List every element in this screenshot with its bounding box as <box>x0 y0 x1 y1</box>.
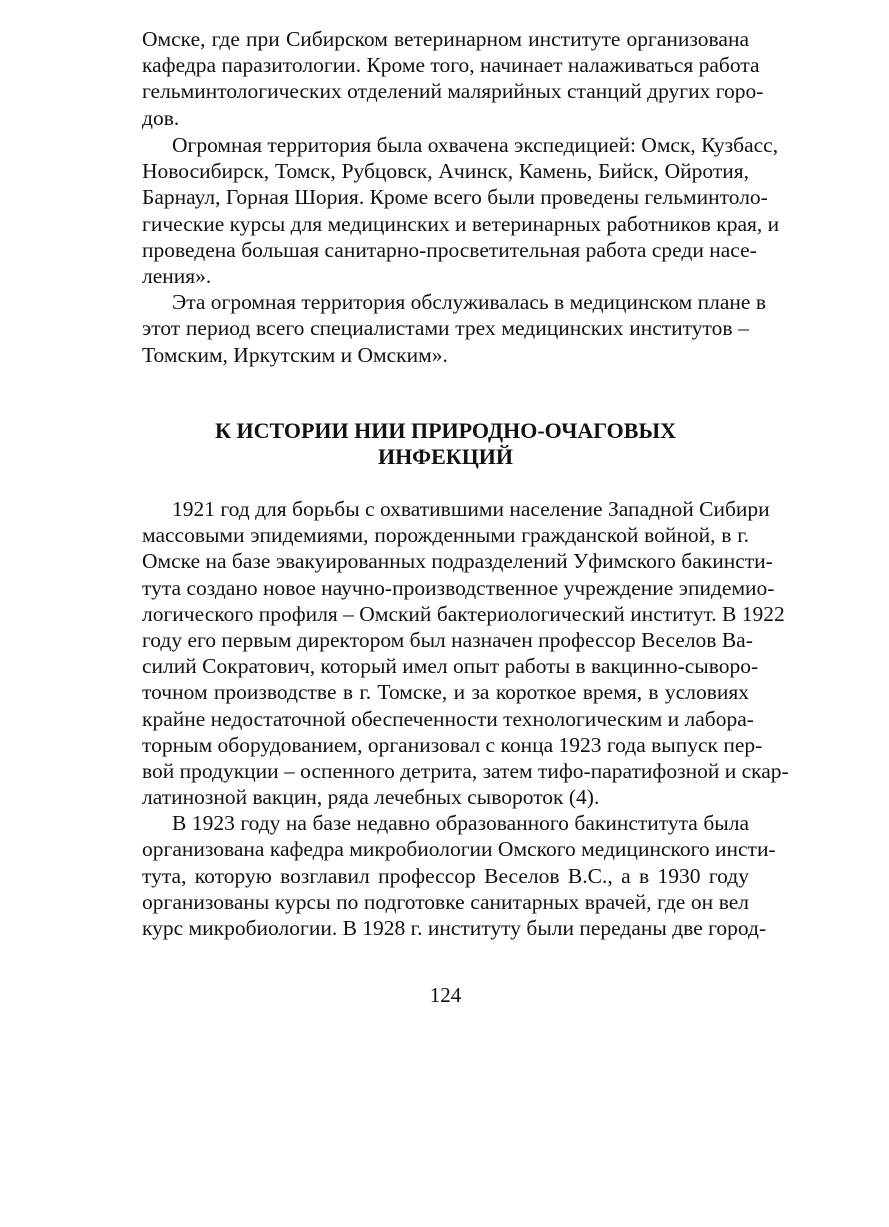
text-line: ления». <box>142 263 212 288</box>
paragraph-continuation <box>142 26 764 131</box>
text-line: этот период всего специалистами трех медицинских институтов – <box>142 316 749 341</box>
section-heading-line: ИНФЕКЦИЙ <box>377 444 514 469</box>
text-line: проведена большая санитарно-просветительная работа среди насе- <box>142 237 757 262</box>
paragraph-history <box>142 496 789 941</box>
page-number: 124 <box>429 983 462 1007</box>
section-heading-line: К ИСТОРИИ НИИ ПРИРОДНО-ОЧАГОВЫХ <box>215 418 676 443</box>
section-heading <box>142 418 749 470</box>
text-line: Новосибирск, Томск, Рубцовск, Ачинск, Камень, Бийск, Ойротия, <box>142 159 749 184</box>
text-line: Омске, где при Сибирском ветеринарном институте организована <box>142 27 749 51</box>
text-line: Барнаул, Горная Шория. Кроме всего были проведены гельминтоло- <box>142 185 768 210</box>
text-line: организованы курсы по подготовке санитарных врачей, где он вел <box>142 889 749 914</box>
text-line: гельминтологических отделений малярийных станций других горо- <box>142 79 764 104</box>
text-line: массовыми эпидемиями, порожденными гражданской войной, в г. <box>142 523 749 548</box>
text-line: тута, которую возглавил профессор Веселов В.С., а в 1930 году <box>142 863 749 888</box>
text-line: кафедра паразитологии. Кроме того, начинает налаживаться работа <box>142 53 760 78</box>
text-line: тута создано новое научно-производственное учреждение эпидемио- <box>142 575 775 600</box>
text-line: Омске на базе эвакуированных подразделений Уфимского бакинсти- <box>142 549 773 574</box>
text-line: крайне недостаточной обеспеченности технологическим и лабора- <box>142 706 754 731</box>
text-line: гические курсы для медицинских и ветеринарных работников края, и <box>142 211 780 236</box>
text-line: Томским, Иркутским и Омским». <box>142 342 448 367</box>
text-line: вой продукции – оспенного детрита, затем тифо-паратифозной и скар- <box>142 758 789 783</box>
text-line: логического профиля – Омский бактериологический институт. В 1922 <box>142 601 785 626</box>
text-line: Эта огромная территория обслуживалась в медицинском плане в <box>172 290 766 315</box>
text-line: организована кафедра микробиологии Омского медицинского инсти- <box>142 837 776 862</box>
text-line: силий Сократович, который имел опыт работы в вакцинно-сыворо- <box>142 654 759 679</box>
text-line: В 1923 году на базе недавно образованного бакинститута была <box>172 811 749 836</box>
text-line: торным оборудованием, организовал с конца 1923 года выпуск пер- <box>142 732 763 757</box>
text-line: дов. <box>142 105 180 130</box>
text-line: латинозной вакцин, ряда лечебных сывороток (4). <box>142 785 600 810</box>
text-line: 1921 год для борьбы с охватившими население Западной Сибири <box>172 497 770 521</box>
text-line: точном производстве в г. Томске, и за короткое время, в условиях <box>142 680 749 705</box>
paragraph-expedition <box>142 132 780 368</box>
text-line: Огромная территория была охвачена экспедицией: Омск, Кузбасс, <box>172 133 779 157</box>
text-line: году его первым директором был назначен профессор Веселов Ва- <box>142 627 753 652</box>
text-line: курс микробиологии. В 1928 г. институту были переданы две город- <box>142 916 767 940</box>
